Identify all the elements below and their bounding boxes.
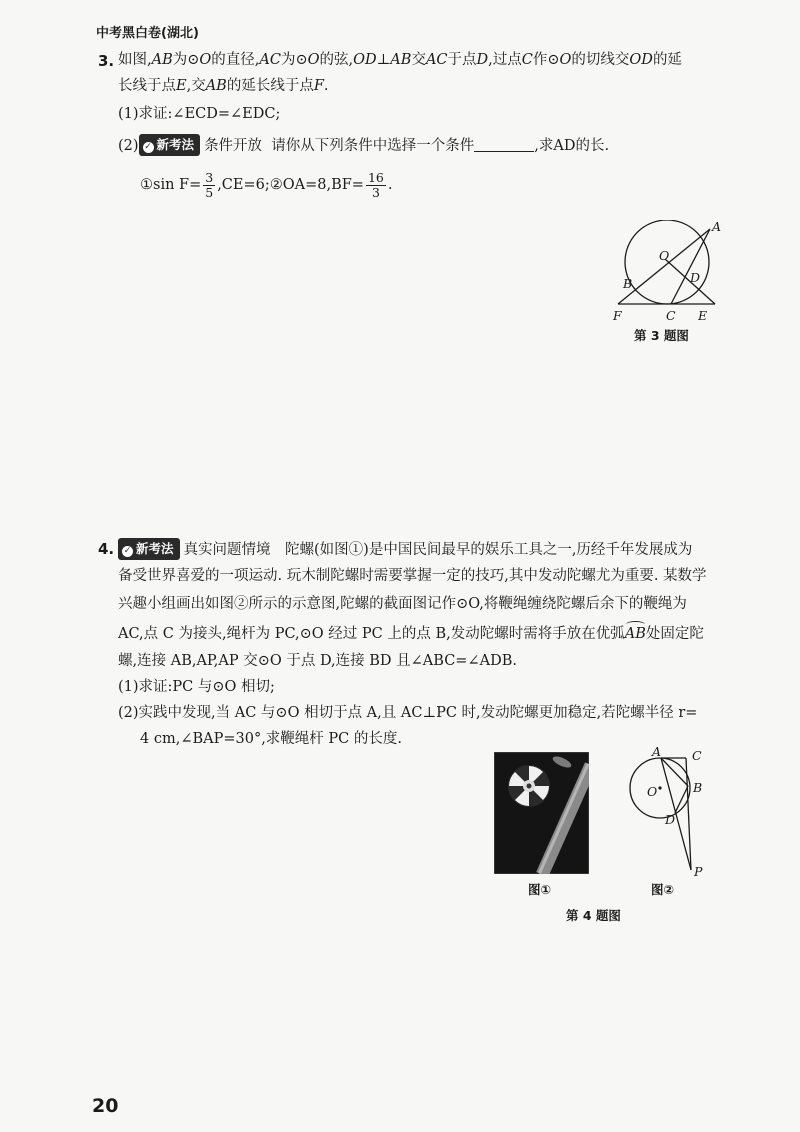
label-d: D	[690, 270, 701, 285]
q3-stem-line2: 长线于点E,交AB的延长线于点F.	[118, 78, 329, 94]
q3-figure-caption: 第 3 题图	[634, 328, 689, 343]
q3-conditions: ①sin F= $\frac{3}{5}$ ,CE=6;②OA=8,BF= $\frac{16}{3}$ .	[140, 169, 393, 200]
label-a: A	[712, 220, 722, 234]
label-c: C	[666, 308, 676, 323]
label-f: F	[613, 308, 622, 323]
lightbulb-icon: ✓	[144, 142, 152, 152]
label-b: B	[623, 276, 633, 291]
page-number: 20	[92, 1095, 119, 1117]
q4-stem-line5: 螺,连接 AB,AP,AP 交⊙O 于点 D,连接 BD 且∠ABC=∠ADB.	[118, 653, 517, 669]
q4-stem-line4: AC,点 C 为接头,绳杆为 PC,⊙O 经过 PC 上的点 B,发动陀螺时需将手放在优弧AB处固定陀	[118, 626, 704, 642]
running-header: 中考黑白卷(湖北)	[96, 26, 199, 41]
q3-part2: (2) ✓ 新考法 条件开放 请你从下列条件中选择一个条件 ,求AD的长.	[118, 134, 609, 156]
chord-ac	[671, 229, 710, 304]
center-dot	[658, 786, 661, 789]
fig2-caption: 图②	[651, 882, 675, 897]
q4-stem-line3: 兴趣小组画出如图②所示的示意图,陀螺的截面图记作⊙O,将鞭绳缠绕陀螺后余下的鞭绳为	[118, 596, 687, 612]
new-method-badge: ✓ 新考法	[139, 134, 201, 156]
q4-stem-line2: 备受世界喜爱的一项运动. 玩木制陀螺时需要掌握一定的技巧,其中发动陀螺尤为重要. 某数学	[118, 568, 707, 584]
arc-ab-symbol: AB	[624, 626, 646, 642]
q4-figure-caption: 第 4 题图	[566, 908, 621, 923]
label-p: P	[694, 864, 703, 879]
q4-stem-line1: ✓ 新考法 真实问题情境 陀螺(如图①)是中国民间最早的娱乐工具之一,历经千年发展成为	[118, 538, 692, 560]
new-method-badge: ✓ 新考法	[118, 538, 180, 560]
label-a: A	[652, 746, 662, 759]
q3-part1: (1)求证:∠ECD=∠EDC;	[118, 106, 281, 122]
label-o: O	[659, 248, 670, 263]
q3-figure	[605, 220, 725, 324]
label-e: E	[698, 308, 708, 323]
q4-part2-line1: (2)实践中发现,当 AC 与⊙O 相切于点 A,且 AC⊥PC 时,发动陀螺更加稳定,若陀螺半径 r=	[118, 705, 698, 721]
q3-stem-line1: 如图,AB为⊙O的直径,AC为⊙O的弦,OD⊥AB交AC于点D,过点C作⊙O的切线交OD的延	[118, 52, 682, 68]
q4-part1: (1)求证:PC 与⊙O 相切;	[118, 679, 275, 695]
spinning-top-photo	[494, 752, 589, 874]
lightbulb-icon: ✓	[123, 546, 132, 556]
label-d: D	[665, 812, 676, 827]
answer-blank	[474, 137, 534, 152]
label-c: C	[692, 748, 702, 763]
q3-number: 3.	[98, 52, 115, 70]
q4-figure-2	[616, 746, 712, 880]
fig1-caption: 图①	[528, 882, 552, 897]
label-o: O	[647, 784, 658, 799]
q4-part2-line2: 4 cm,∠BAP=30°,求鞭绳杆 PC 的长度.	[140, 731, 402, 747]
label-b: B	[693, 780, 703, 795]
q4-number: 4.	[98, 540, 115, 558]
